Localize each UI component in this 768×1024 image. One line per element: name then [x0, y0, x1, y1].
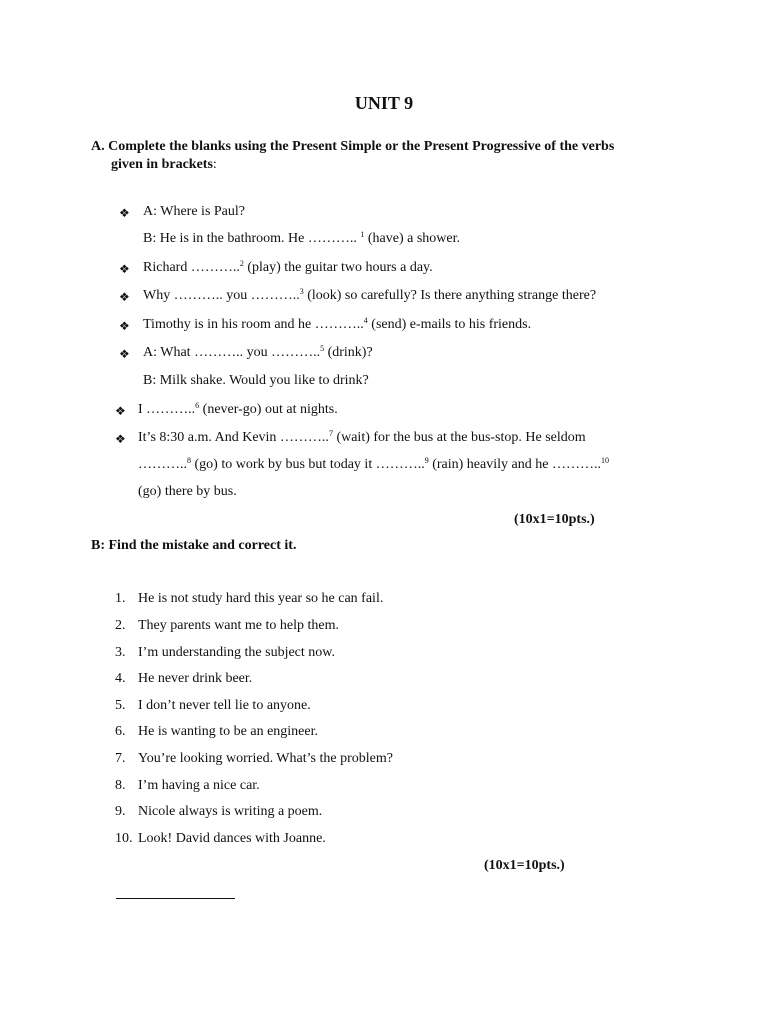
diamond-bullet-icon: ❖: [119, 290, 130, 304]
list-item-text: I don’t never tell lie to anyone.: [138, 698, 311, 713]
exercise-a-item-1-line-1: A: Where is Paul?: [143, 204, 245, 219]
footnote-rule: [116, 898, 235, 899]
section-a-score: (10x1=10pts.): [514, 512, 595, 527]
diamond-bullet-icon: ❖: [115, 404, 126, 418]
diamond-bullet-icon: ❖: [119, 347, 130, 361]
exercise-a-item-4: Timothy is in his room and he ………..$^4$ (send) e-mails to his friends.: [143, 316, 532, 332]
list-item-text: I’m having a nice car.: [138, 778, 260, 793]
list-item-number: 1.: [115, 591, 126, 606]
exercise-a-item-2: Richard ………..$^2$ (play) the guitar two hours a day.: [143, 259, 433, 275]
diamond-bullet-icon: ❖: [115, 432, 126, 446]
list-item-number: 10.: [115, 831, 133, 846]
section-a-heading-line2: given in brackets:: [111, 157, 217, 172]
section-a-heading: A. Complete the blanks using the Present Simple or the Present Progressive of the verbs: [91, 139, 615, 154]
page-title: UNIT 9: [354, 93, 414, 113]
exercise-a-item-7-line-2: ………..$^8$ (go) to work by bus but today it ………..$^9$ (rain) heavily and he ………..$^{10}$: [138, 456, 609, 472]
exercise-a-item-7-line-3: (go) there by bus.: [138, 484, 237, 499]
list-item-text: You’re looking worried. What’s the problem?: [138, 751, 393, 766]
diamond-bullet-icon: ❖: [119, 319, 130, 333]
exercise-a-item-6: I ………..$^6$ (never-go) out at nights.: [138, 401, 338, 417]
list-item-text: I’m understanding the subject now.: [138, 645, 335, 660]
list-item-text: Nicole always is writing a poem.: [138, 804, 323, 819]
list-item-text: He never drink beer.: [138, 671, 253, 686]
exercise-a-item-3: Why ……….. you ………..$^3$ (look) so carefully? Is there anything strange there?: [143, 287, 597, 303]
list-item-text: He is wanting to be an engineer.: [138, 724, 319, 739]
list-item-text: Look! David dances with Joanne.: [138, 831, 326, 846]
list-item-number: 6.: [115, 724, 126, 739]
exercise-a-item-7-line-1: It’s 8:30 a.m. And Kevin ………..$^7$ (wait) for the bus at the bus-stop. He seldom: [138, 429, 586, 445]
list-item-number: 8.: [115, 778, 126, 793]
section-b-score: (10x1=10pts.): [484, 858, 565, 873]
list-item-number: 7.: [115, 751, 126, 766]
list-item-text: They parents want me to help them.: [138, 618, 339, 633]
exercise-a-item-1-line-2: B: He is in the bathroom. He ……….. $^1$ (have) a shower.: [143, 230, 461, 246]
exercise-a-item-5-line-1: A: What ……….. you ………..$^5$ (drink)?: [143, 344, 373, 360]
list-item-number: 9.: [115, 804, 126, 819]
exercise-a-item-5-line-2: B: Milk shake. Would you like to drink?: [143, 373, 369, 388]
list-item-text: He is not study hard this year so he can fail.: [138, 591, 384, 606]
list-item-number: 5.: [115, 698, 126, 713]
list-item-number: 2.: [115, 618, 126, 633]
list-item-number: 4.: [115, 671, 126, 686]
section-b-heading: B: Find the mistake and correct it.: [91, 538, 297, 553]
diamond-bullet-icon: ❖: [119, 262, 130, 276]
diamond-bullet-icon: ❖: [119, 206, 130, 220]
list-item-number: 3.: [115, 645, 126, 660]
